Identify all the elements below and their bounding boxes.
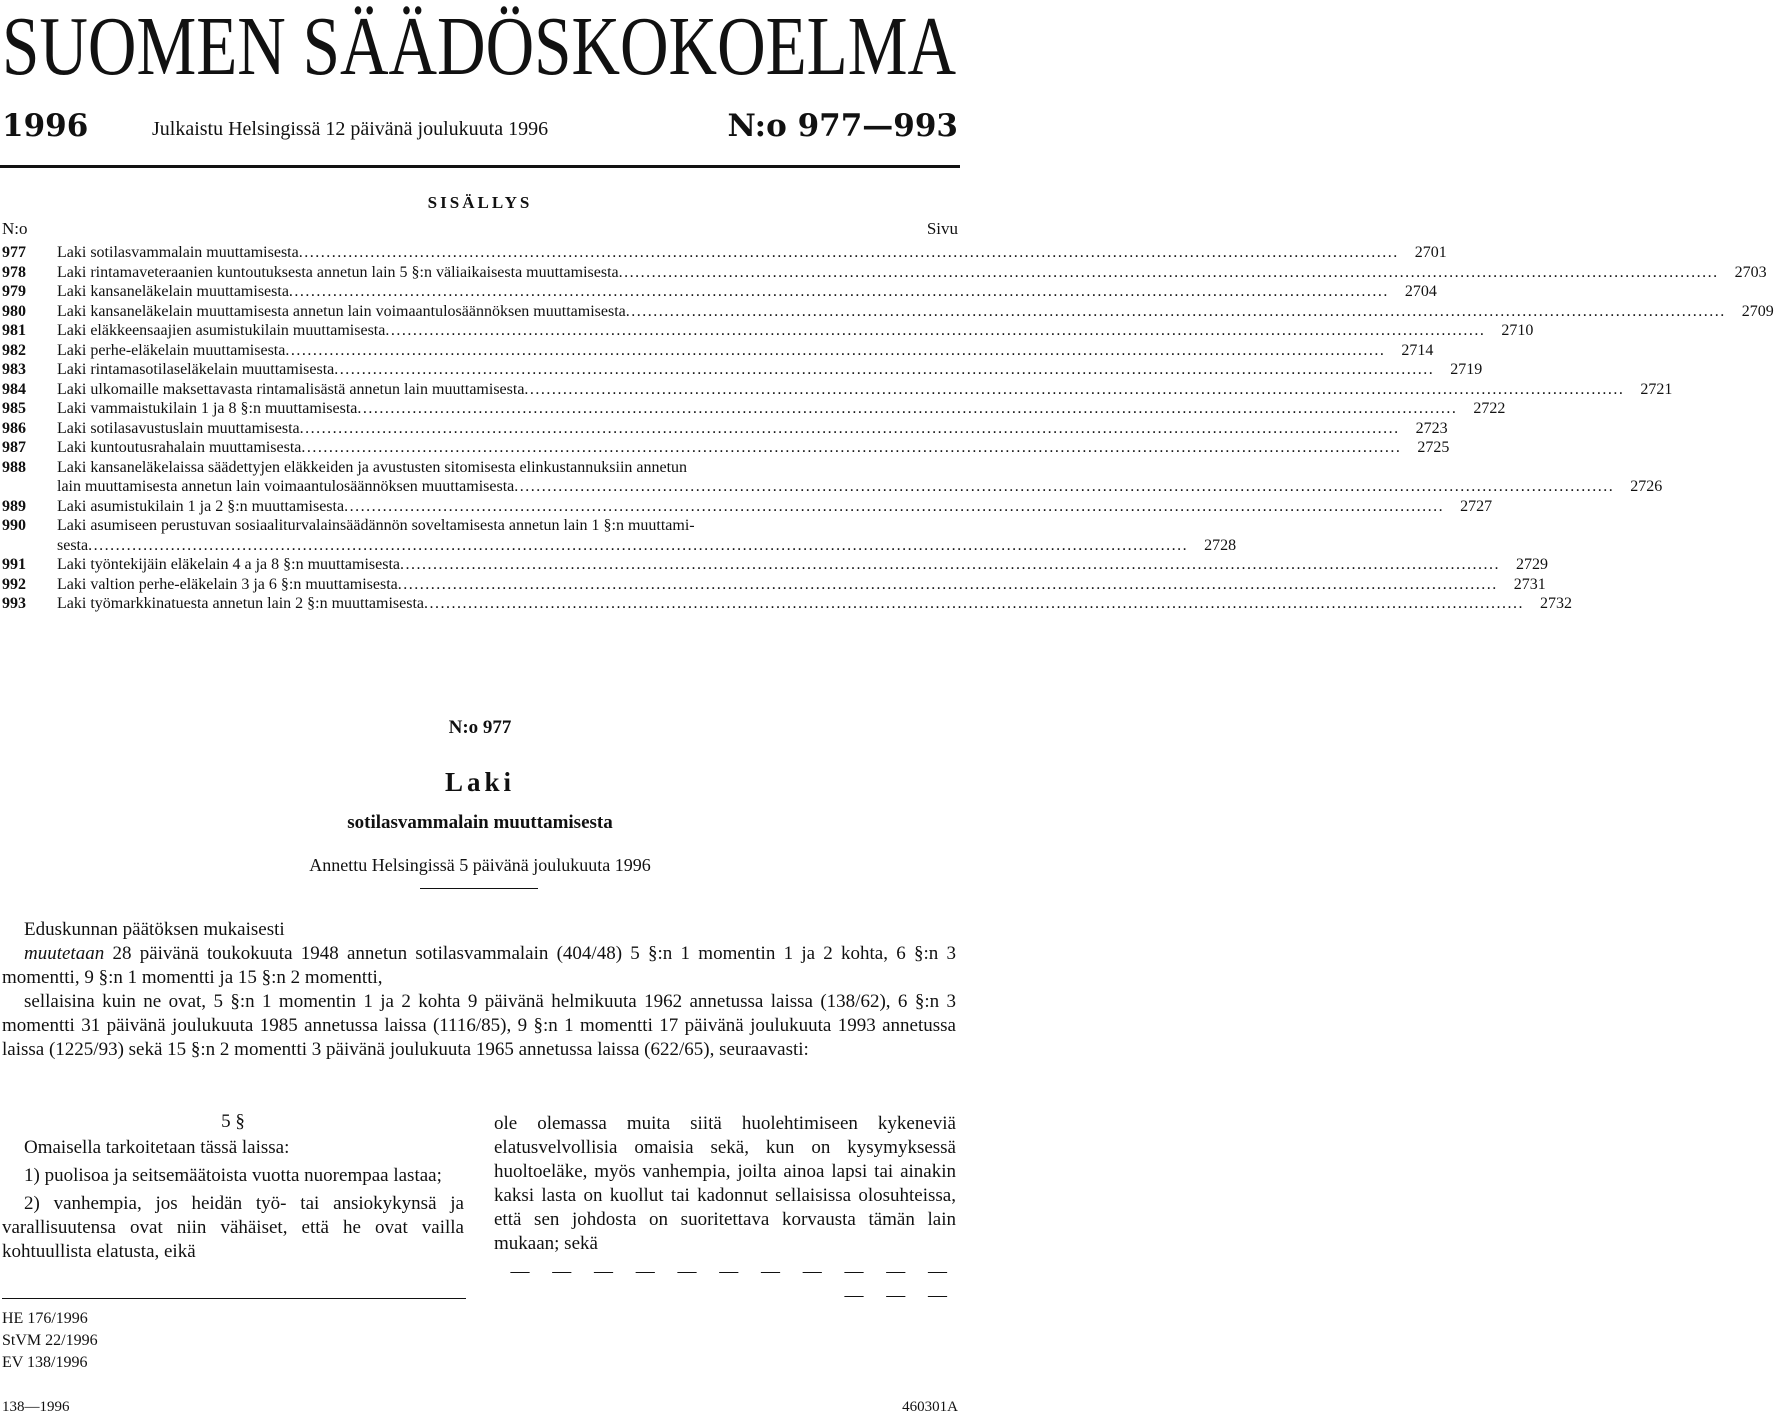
toc-entry-body (57, 341, 1439, 361)
masthead-title: SUOMEN SÄÄDÖSKOKOELMA (2, 0, 957, 93)
toc-entry-number: 983 (2, 361, 26, 378)
masthead-title-svg (0, 0, 960, 93)
toc-entry-body (57, 516, 1242, 555)
toc-entry-title: Laki sotilasvammalain muuttamisesta (57, 244, 299, 261)
toc-entry-line (57, 399, 1507, 419)
toc-entry-number: 982 (2, 341, 26, 359)
footnote-rule (2, 1298, 466, 1299)
toc-entry-line (57, 575, 1548, 595)
toc-entry (0, 321, 1534, 341)
toc-leader-dots: ........................................................................................................................................................................................................ (344, 497, 1445, 515)
left-column (2, 1110, 464, 1268)
toc-leader-dots: ........................................................................................................................................................................................................ (618, 263, 1719, 281)
toc-entry-page: 2704 (1404, 283, 1437, 300)
toc-entry-number: 981 (2, 322, 26, 339)
toc-entry-title-line: Laki kansaneläkelaissa säädettyjen eläkkeiden ja avustusten sitomisesta elinkustannuksiin annetun (57, 458, 688, 476)
toc-entry-title: Laki rintamasotilaseläkelain muuttamisesta (57, 361, 335, 378)
toc-entry-line (57, 302, 1776, 322)
toc-entry-line (57, 321, 1535, 341)
toc-entry-number: 989 (2, 497, 26, 515)
toc-entry-title: Laki rintamaveteraanien kuntoutuksesta annetun lain 5 §:n väliaikaisesta muuttamisesta (57, 263, 619, 281)
toc-entry-page: 2709 (1741, 302, 1774, 320)
toc-entry-page: 2729 (1516, 556, 1549, 573)
toc-entry-body (57, 399, 1511, 419)
toc-entry-line (57, 341, 1435, 361)
toc-entry-title: Laki asumistukilain 1 ja 2 §:n muuttamisesta (57, 497, 345, 515)
toc-entry-page: 2732 (1540, 595, 1573, 612)
law-given-date: Annettu Helsingissä 5 päivänä joulukuuta 1996 (309, 855, 651, 875)
toc-entry-title: Laki kansaneläkelain muuttamisesta annetun lain voimaantulosäännöksen muuttamisesta (57, 302, 626, 320)
reference-ev: EV 138/1996 (2, 1354, 88, 1371)
toc-entry-page: 2710 (1501, 322, 1534, 339)
toc-leader-dots: ........................................................................................................................................................................................................ (625, 302, 1726, 320)
footer-print-code: 138—1996 (2, 1399, 70, 1415)
footer-order-code: 460301A (902, 1399, 958, 1415)
toc-entry-title: sesta (57, 536, 89, 554)
toc-leader-dots: ........................................................................................................................................................................................................ (298, 244, 1399, 261)
toc-entry-number: 977 (2, 244, 26, 261)
toc-entry (0, 302, 1774, 322)
toc-entry-title: Laki työmarkkinatuesta annetun lain 2 §:n muuttamisesta (57, 595, 425, 612)
toc-entry-line (57, 497, 1494, 517)
toc-entry-number: 984 (2, 380, 26, 398)
preamble-amends-text: 28 päivänä toukokuuta 1948 annetun sotilasvammalain (404/48) 5 §:n 1 momentin 1 ja 2 kohta, 6 §:n 3 momentti, 9 §:n 1 momentti ja 15 §:n 2 momentti, (2, 943, 956, 988)
toc-entry-number: 985 (2, 400, 26, 417)
toc-leader-dots: ........................................................................................................................................................................................................ (524, 380, 1625, 398)
toc-entry-body (57, 555, 1554, 575)
toc-entry-line (57, 477, 1664, 497)
toc-entry-page: 2726 (1630, 478, 1663, 495)
toc-entry-number: 990 (2, 517, 26, 534)
toc-entry-number: 991 (2, 556, 26, 573)
toc-entry-body (57, 302, 1780, 322)
toc-leader-dots: ........................................................................................................................................................................................................ (288, 283, 1389, 300)
toc-entry-title: Laki vammaistukilain 1 ja 8 §:n muuttamisesta (57, 400, 358, 417)
reference-he: HE 176/1996 (2, 1310, 88, 1327)
section-heading: 5 § (221, 1111, 245, 1132)
toc-entry-title: Laki eläkkeensaajien asumistukilain muuttamisesta (57, 322, 386, 339)
toc-entry-number: 978 (2, 263, 26, 281)
preamble (2, 918, 956, 1062)
reference-stvm: StVM 22/1996 (2, 1332, 98, 1349)
preamble-as-they-are: sellaisina kuin ne ovat, 5 §:n 1 momentin 1 ja 2 kohta 9 päivänä helmikuuta 1962 annetussa laissa (138/62), 6 §:n 3 momentti 31 päivänä joulukuuta 1985 annetussa laissa (1116/85), 9 §:n 1 momentti 17 päivänä joulukuuta 1993 annetussa laissa (1225/93) sekä 15 §:n 2 momentti 3 päivänä joulukuuta 1965 annetussa laissa (622/65), seuraavasti: (2, 991, 956, 1060)
toc-entry-number: 993 (2, 595, 26, 612)
toc-entry (0, 458, 1663, 497)
toc-entry-line (57, 555, 1550, 575)
toc-entry (0, 516, 1237, 555)
toc-entry-page: 2719 (1450, 361, 1483, 378)
toc-entry-page: 2723 (1415, 419, 1448, 437)
toc-entry-page: 2701 (1414, 244, 1447, 261)
toc-entry-line (57, 263, 1769, 283)
toc-entry-page: 2731 (1513, 575, 1546, 593)
toc-entry-line (57, 282, 1439, 302)
toc-entry-number: 987 (2, 439, 26, 456)
section-item-2: 2) vanhempia, jos heidän työ- tai ansiokykynsä ja varallisuutensa ovat niin vähäiset, että he ovat vailla kohtuullista elatusta, eikä (2, 1193, 464, 1262)
legislative-references (2, 1308, 98, 1374)
toc-entry-page: 2727 (1460, 497, 1493, 515)
toc-entry-page: 2703 (1734, 263, 1767, 281)
toc-entry-page: 2721 (1640, 380, 1673, 398)
toc-entry-body (57, 360, 1488, 380)
toc-leader-dots: ........................................................................................................................................................................................................ (385, 322, 1486, 339)
issue-year: 1996 (2, 108, 89, 144)
toc-entry (0, 399, 1506, 419)
toc-entry-number: 979 (2, 283, 26, 300)
toc-entry-number: 988 (2, 458, 26, 476)
law-number: N:o 977 (448, 717, 512, 738)
toc-entry (0, 263, 1767, 283)
toc-column-page: Sivu (926, 219, 958, 238)
toc-entry-title: Laki perhe-eläkelain muuttamisesta (57, 341, 286, 359)
toc-title: SISÄLLYS (427, 193, 533, 212)
toc-entry-page: 2714 (1401, 341, 1434, 359)
toc-leader-dots: ........................................................................................................................................................................................................ (299, 419, 1400, 437)
toc-entry-title: Laki sotilasavustuslain muuttamisesta (57, 419, 300, 437)
toc-leader-dots: ........................................................................................................................................................................................................ (397, 575, 1498, 593)
toc-entry-body (57, 243, 1453, 263)
toc-entry-line (57, 419, 1450, 439)
toc-leader-dots: ........................................................................................................................................................................................................ (88, 536, 1189, 554)
toc-entry (0, 438, 1450, 458)
toc-entry-number: 992 (2, 575, 26, 593)
toc-leader-dots: ........................................................................................................................................................................................................ (285, 341, 1386, 359)
toc-entry (0, 380, 1673, 400)
toc-entry-body (57, 497, 1498, 517)
toc-entry (0, 243, 1447, 263)
toc-entry-body (57, 575, 1552, 595)
toc-entry-line (57, 536, 1238, 556)
toc-entry-title: Laki valtion perhe-eläkelain 3 ja 6 §:n muuttamisesta (57, 575, 398, 593)
toc-entry-title: lain muuttamisesta annetun lain voimaantulosäännöksen muuttamisesta (57, 478, 515, 495)
toc-leader-dots: ........................................................................................................................................................................................................ (514, 478, 1615, 495)
toc-entry-line (57, 380, 1674, 400)
toc-entry-line (57, 360, 1484, 380)
section-intro: Omaisella tarkoitetaan tässä laissa: (24, 1137, 290, 1158)
masthead (0, 0, 960, 93)
issue-published: Julkaistu Helsingissä 12 päivänä joulukuuta 1996 (152, 118, 549, 140)
toc-entry-body (57, 380, 1678, 400)
toc-entry (0, 575, 1546, 595)
toc-entry-title: Laki kansaneläkelain muuttamisesta (57, 283, 289, 300)
preamble-amends (2, 942, 956, 990)
toc-entry-number: 980 (2, 302, 26, 320)
toc-entry-page: 2728 (1204, 536, 1237, 554)
toc-entry (0, 419, 1448, 439)
toc-entry (0, 360, 1483, 380)
toc-entry (0, 341, 1434, 361)
law-title: sotilasvammalain muuttamisesta (347, 812, 613, 833)
preamble-amends-verb: muutetaan (24, 943, 105, 964)
toc-entry-line (57, 243, 1449, 263)
toc-entry (0, 497, 1493, 517)
law-kind: Laki (444, 767, 516, 797)
toc-entry-body (57, 594, 1578, 614)
issue-line (0, 104, 960, 154)
toc-leader-dots: ........................................................................................................................................................................................................ (400, 556, 1501, 573)
title-rule (420, 888, 538, 889)
toc-entry-body (57, 263, 1773, 283)
toc-entry-title: Laki työntekijäin eläkelain 4 a ja 8 §:n muuttamisesta (57, 556, 401, 573)
toc-leader-dots: ........................................................................................................................................................................................................ (334, 361, 1435, 378)
toc-entry-body (57, 282, 1443, 302)
toc-entry-number: 986 (2, 419, 26, 437)
preamble-enacting: Eduskunnan päätöksen mukaisesti (24, 919, 285, 940)
toc-entry-title: Laki ulkomaille maksettavasta rintamalisästä annetun lain muuttamisesta (57, 380, 525, 398)
table-of-contents (0, 243, 1774, 614)
toc-entry-line (57, 594, 1574, 614)
toc-entry (0, 555, 1549, 575)
toc-entry-body (57, 419, 1454, 439)
issue-number-range: N:o 977—993 (727, 108, 958, 144)
toc-entry (0, 594, 1573, 614)
toc-entry-body (57, 321, 1539, 341)
toc-leader-dots: ........................................................................................................................................................................................................ (301, 439, 1402, 456)
toc-entry-body (57, 438, 1455, 458)
toc-entry-line (57, 438, 1451, 458)
right-column (494, 1112, 956, 1312)
toc-entry-page: 2725 (1417, 439, 1450, 456)
toc-entry (0, 282, 1437, 302)
toc-leader-dots: ........................................................................................................................................................................................................ (357, 400, 1458, 417)
section-continuation: ole olemassa muita siitä huolehtimiseen kykeneviä elatusvelvollisia omaisia sekä, kun on kysymyksessä huoltoeläke, myös vanhempia, joilta ainoa lapsi tai ainakin kaksi lasta on kuollut tai kadonnut sellaisissa olosuhteissa, että sen johdosta on suoritettava korvausta tämän lain mukaan; sekä (494, 1113, 956, 1254)
section-item-1: 1) puolisoa ja seitsemäätoista vuotta nuorempaa lastaa; (24, 1165, 442, 1186)
toc-entry-page: 2722 (1473, 400, 1506, 417)
toc-leader-dots: ........................................................................................................................................................................................................ (424, 595, 1525, 612)
toc-entry-body (57, 458, 1668, 497)
toc-column-number: N:o (2, 219, 28, 238)
omission-dashes: — — — — — — — — — — — — — — (510, 1261, 956, 1306)
header-rule (0, 165, 960, 168)
toc-entry-title: Laki kuntoutusrahalain muuttamisesta (57, 439, 302, 456)
toc-entry-title-line: Laki asumiseen perustuvan sosiaaliturvalainsäädännön soveltamisesta annetun lain 1 §:n muuttami- (57, 517, 695, 534)
